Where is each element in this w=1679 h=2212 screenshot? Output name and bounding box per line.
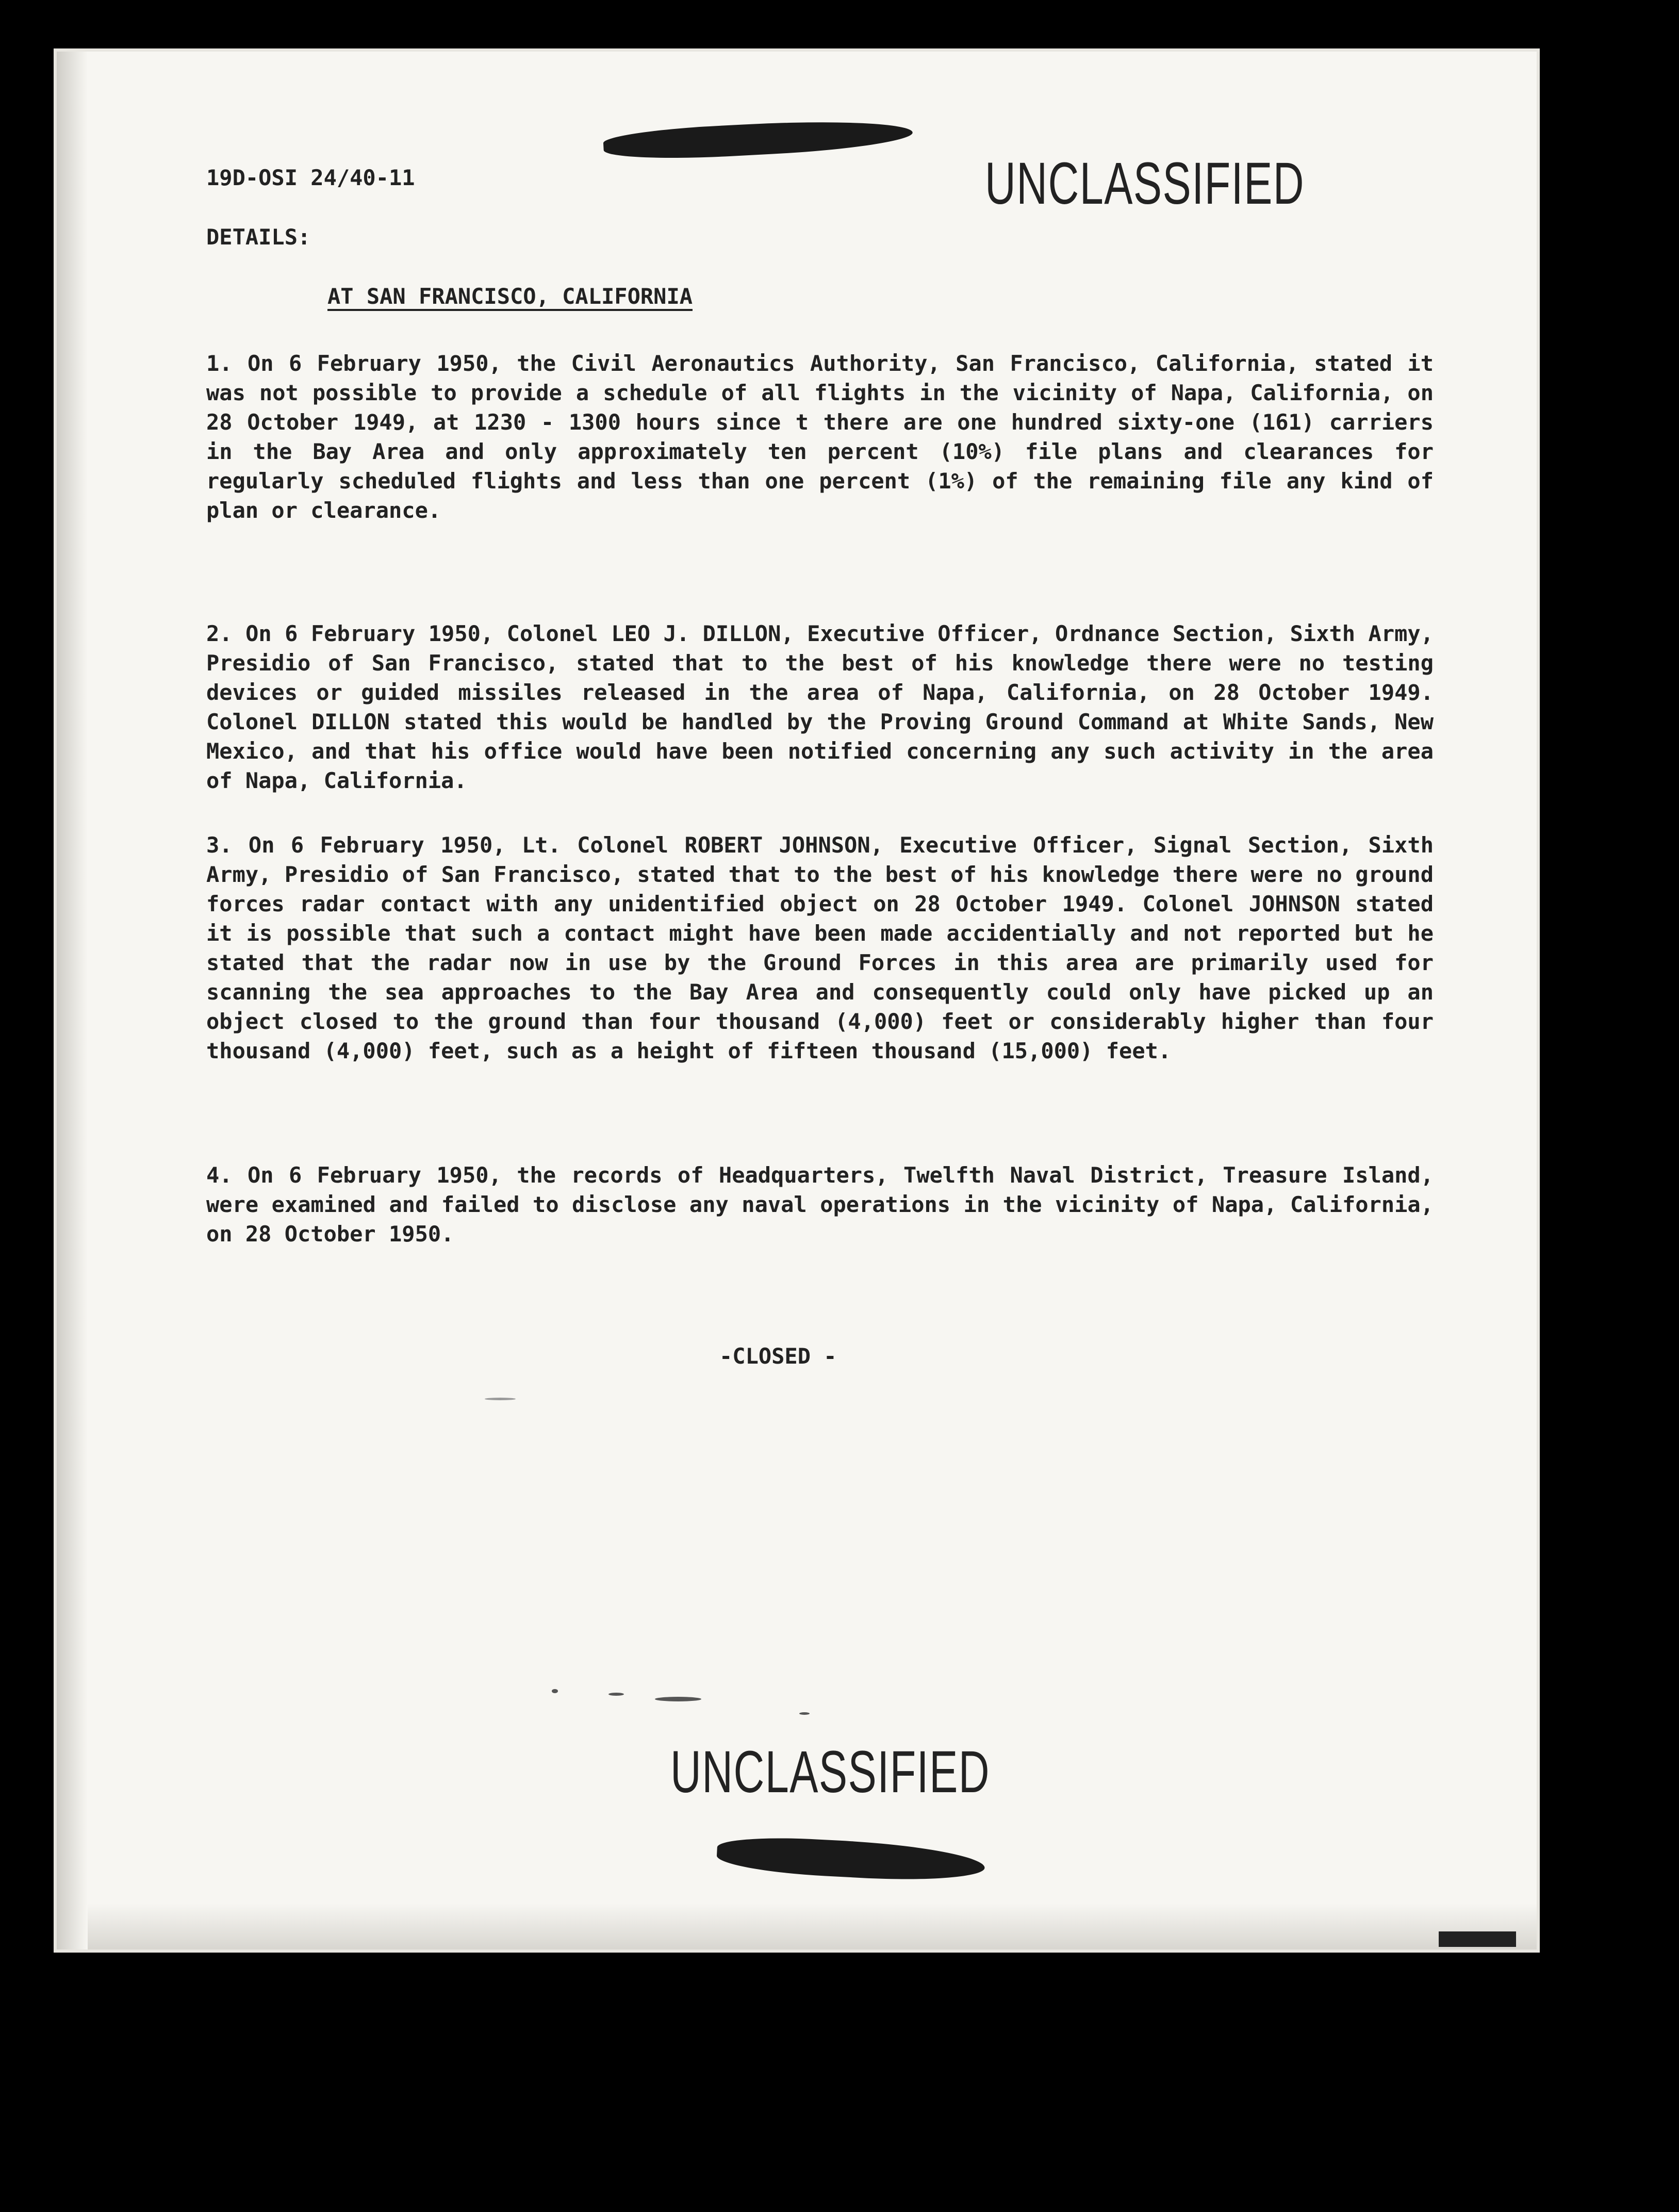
location-heading: AT SAN FRANCISCO, CALIFORNIA	[327, 284, 693, 309]
ink-speck	[799, 1712, 810, 1715]
paragraph-4: 4. On 6 February 1950, the records of Headquarters, Twelfth Naval District, Treasure Island, were examined and failed to disclose any naval operations in the vicinity of Napa, California, on 28 October 1950.	[206, 1162, 1434, 1247]
page-edge-shadow	[57, 52, 88, 1949]
ink-speck	[485, 1398, 516, 1400]
paragraph-1: 1. On 6 February 1950, the Civil Aeronautics Authority, San Francisco, California, stated it was not possible to provide a schedule of all flights in the vicinity of Napa, California, on 28 October 1949, at 1230 - 1300 hours since t there are one hundred sixty-one (161) carriers in the Bay Area and only approximately ten percent (10%) file plans and clearances for regularly scheduled flights and less than one percent (1%) of the remaining file any kind of plan or clearance.	[206, 351, 1434, 523]
file-reference: 19D-OSI 24/40-11	[206, 165, 415, 190]
ink-speck	[552, 1689, 558, 1693]
classification-stamp-bottom: UNCLASSIFIED	[670, 1739, 991, 1805]
paragraph-3: 3. On 6 February 1950, Lt. Colonel ROBERT JOHNSON, Executive Officer, Signal Section, Sixth Army, Presidio of San Francisco, stated that to the best of his knowledge there were no ground forces radar contact with any unidentified object on 28 October 1949. Colonel JOHNSON stated it is possible that such a contact might have been made accidentially and not reported but he stated that the radar now in use by the Ground Forces in this area are primarily used for scanning the sea approaches to the Bay Area and consequently could only have picked up an object closed to the ground than four thousand (4,000) feet or considerably higher than four thousand (4,000) feet, such as a height of fifteen thousand (15,000) feet.	[206, 832, 1434, 1063]
closing-mark: -CLOSED -	[719, 1343, 837, 1369]
classification-stamp-top: UNCLASSIFIED	[985, 151, 1305, 217]
ink-speck	[655, 1697, 701, 1701]
paragraph-2: 2. On 6 February 1950, Colonel LEO J. DILLON, Executive Officer, Ordnance Section, Sixth Army, Presidio of San Francisco, stated that to the best of his knowledge there were no testing devices or guided missiles released in the area of Napa, California, on 28 October 1949. Colonel DILLON stated this would be handled by the Proving Ground Command at White Sands, New Mexico, and that his office would have been notified concerning any such activity in the area of Napa, California.	[206, 621, 1434, 793]
page-bottom-shadow	[88, 1903, 1537, 1949]
page-edge-mark	[1439, 1931, 1516, 1947]
details-label: DETAILS:	[206, 224, 311, 250]
ink-speck	[608, 1693, 624, 1696]
